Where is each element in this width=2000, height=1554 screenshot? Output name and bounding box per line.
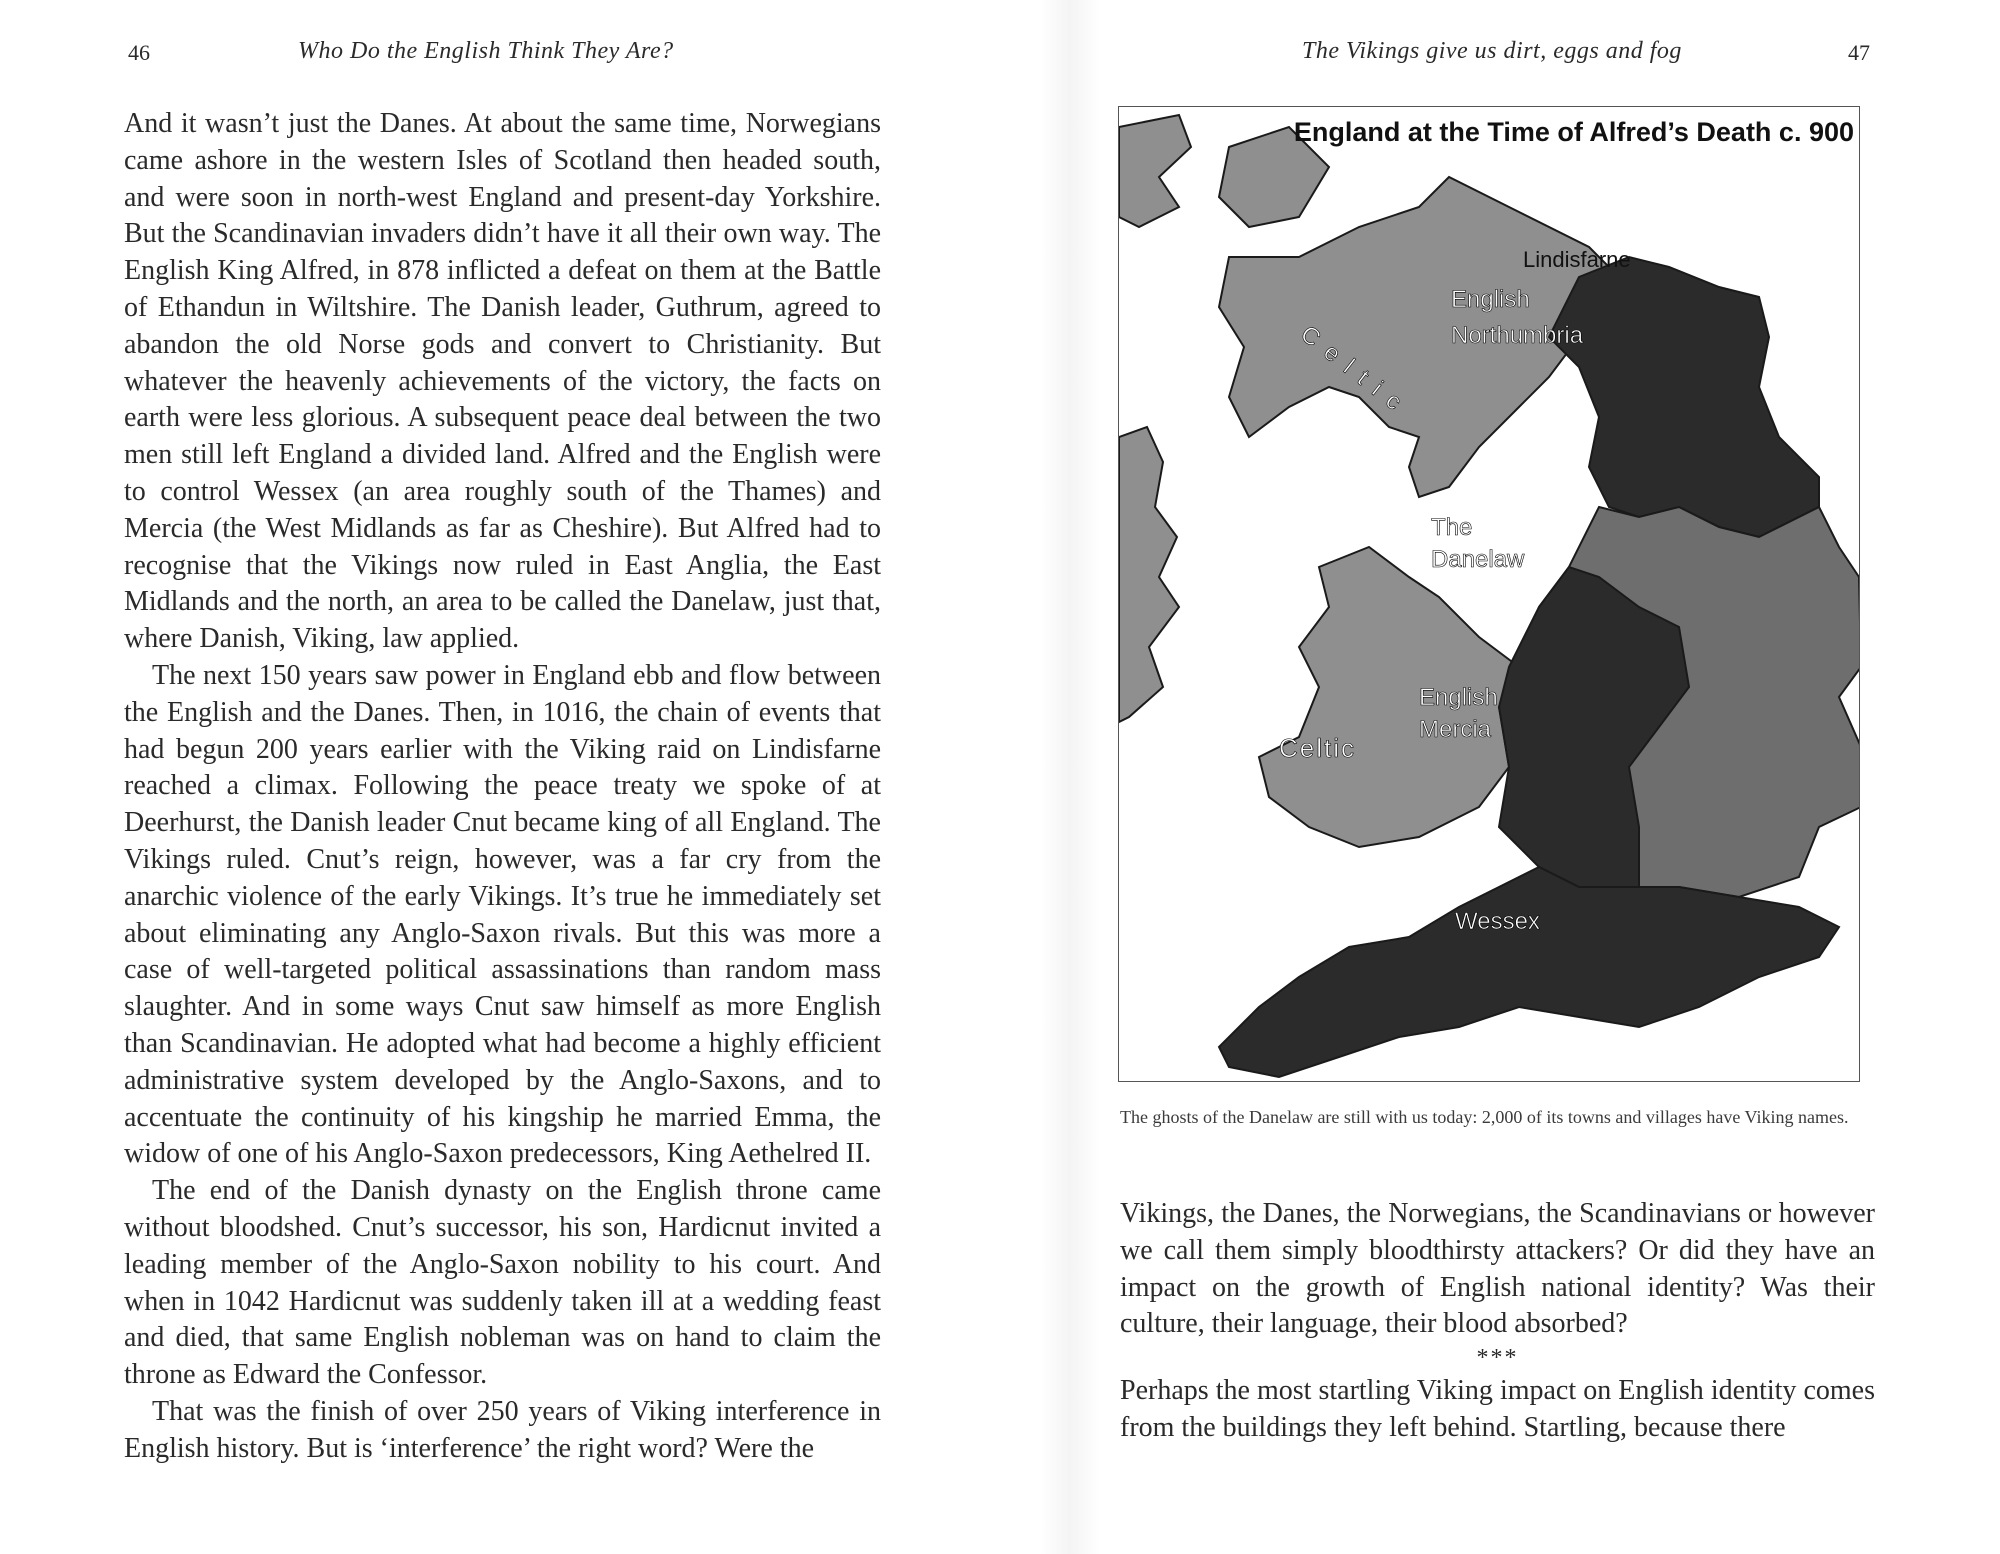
left-paragraph-2: The next 150 years saw power in England ebb and flow between the English and the Danes. Then, in 1016, the chain of events that had begun 200 years earlier with the Viking raid on Lindisfarne reached a climax. Following the peace treaty we spoke of at Deerhurst, the Danish leader Cnut became king of all England. The Vikings ruled. Cnut’s reign, however, was a far cry from the anarchic violence of the early Vikings. It’s true he immediately set about eliminating any Anglo-Saxon rivals. But this was more a case of well-targeted political assassinations than random mass slaughter. And in some ways Cnut saw himself as more English than Scandinavian. He adopted what had become a highly efficient administrative system developed by the Anglo-Saxons, and to accentuate the continuity of his kingship he married Emma, the widow of one of his Anglo-Saxon predecessors, King Aethelred II. xyxy=(124,659,881,1170)
left-paragraph-3: The end of the Danish dynasty on the English throne came without bloodshed. Cnut’s successor, his son, Hardicnut invited a leading member of the Anglo-Saxon nobility to his court. And when in 1042 Hardicnut was suddenly taken ill at a wedding feast and died, that same English nobleman was on hand to claim the throne as Edward the Confessor. xyxy=(124,1175,881,1391)
map-caption: The ghosts of the Danelaw are still with us today: 2,000 of its towns and villages have Viking names. xyxy=(1120,1107,1849,1127)
right-paragraph-1: Vikings, the Danes, the Norwegians, the Scandinavians or however we call them simply bloodthirsty attackers? Or did they have an impact on the growth of English national identity? Was their culture, their language, their blood absorbed? xyxy=(1120,1198,1875,1340)
left-page-body xyxy=(124,106,881,1467)
map-label-lindisfarne: Lindisfarne xyxy=(1523,247,1631,272)
map-label-danelaw-2: Danelaw xyxy=(1431,546,1525,573)
right-paragraph-2: Perhaps the most startling Viking impact on English identity comes from the buildings they left behind. Startling, because there xyxy=(1120,1375,1875,1443)
map-title: England at the Time of Alfred’s Death c. 900 xyxy=(1293,117,1854,147)
map-label-english-northumbria-1: English xyxy=(1451,286,1530,313)
map-region-wessex xyxy=(1219,867,1839,1077)
map-label-danelaw-1: The xyxy=(1431,514,1473,541)
map-region-english-northumbria xyxy=(1549,257,1819,537)
right-page-body xyxy=(1120,1196,1875,1447)
map-label-celtic-wales: Celtic xyxy=(1279,733,1357,763)
map-label-english-mercia-2: Mercia xyxy=(1419,716,1492,743)
map-label-wessex: Wessex xyxy=(1455,908,1540,935)
map-figure xyxy=(1118,106,1860,1082)
right-page-number: 47 xyxy=(1848,40,1870,65)
map-label-english-mercia-1: English xyxy=(1419,684,1498,711)
map-label-celtic-north: Celtic xyxy=(1295,320,1416,424)
map-label-english-northumbria-2: Northumbria xyxy=(1451,322,1584,349)
left-paragraph-1: And it wasn’t just the Danes. At about the same time, Norwegians came ashore in the western Isles of Scotland then headed south, and were soon in north-west England and present-day Yorkshire. But the Scandinavian invaders didn’t have it all their own way. The English King Alfred, in 878 inflicted a defeat on them at the Battle of Ethandun in Wiltshire. The Danish leader, Guthrum, agreed to abandon the old Norse gods and convert to Christianity. But whatever the heavenly achievements of the victory, the facts on earth were less glorious. A subsequent peace deal between the two men still left England a divided land. Alfred and the English were to control Wessex (an area roughly south of the Thames) and Mercia (the West Midlands as far as Cheshire). But Alfred had to recognise that the Vikings now ruled in East Anglia, the East Midlands and the north, an area to be called the Danelaw, just that, where Danish, Viking, law applied. xyxy=(124,108,881,655)
book-gutter xyxy=(1040,0,1100,1554)
map-region-western-isles xyxy=(1119,115,1191,227)
map-england-c900 xyxy=(1119,107,1860,1082)
left-running-head: Who Do the English Think They Are? xyxy=(298,38,674,64)
left-paragraph-4: That was the finish of over 250 years of Viking interference in English history. But is ‘interference’ the right word? Were the xyxy=(124,1395,881,1464)
right-running-head: The Vikings give us dirt, eggs and fog xyxy=(1302,38,1682,64)
left-page-number: 46 xyxy=(128,40,150,65)
map-region-ireland xyxy=(1119,427,1179,722)
section-break: *** xyxy=(1476,1345,1519,1372)
